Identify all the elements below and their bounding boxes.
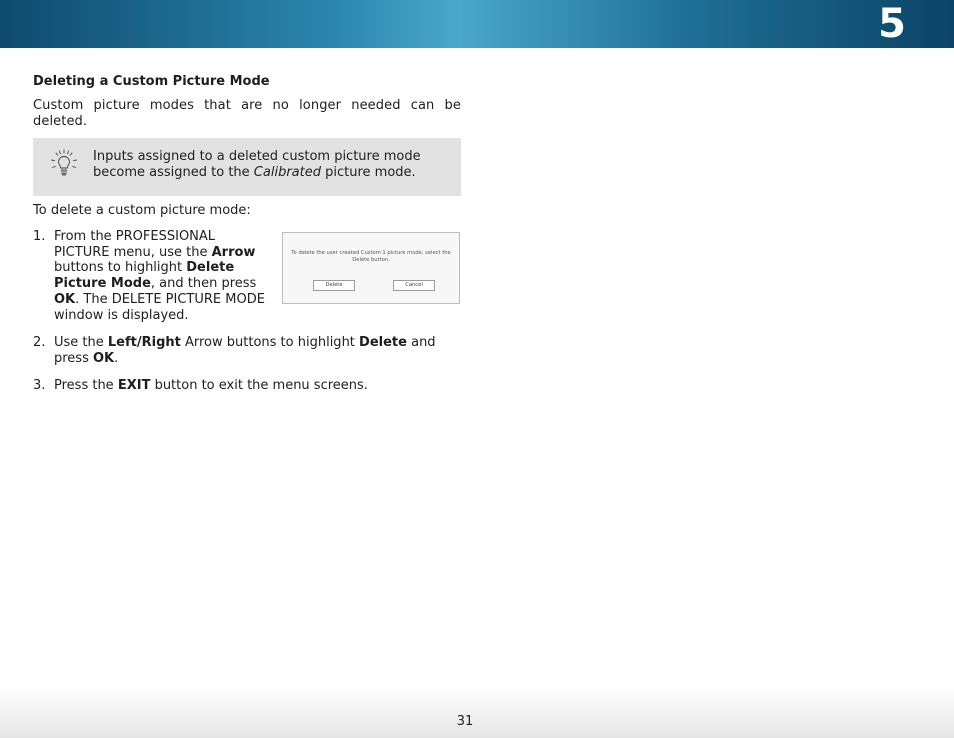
delete-button[interactable]: Delete <box>313 280 355 291</box>
dialog-message: To delete the user created Custom 1 picture mode, select the Delete button. <box>291 250 451 263</box>
tip-text: Inputs assigned to a deleted custom picture mode become assigned to the Calibrated picture mode. <box>93 149 421 180</box>
section <box>33 73 461 130</box>
page-number: 31 <box>456 714 474 729</box>
cancel-button[interactable]: Cancel <box>393 280 435 291</box>
chapter-number: 5 <box>878 1 906 47</box>
chapter-header-bar <box>0 0 954 48</box>
lightbulb-icon <box>47 147 81 181</box>
section-intro: Custom picture modes that are no longer needed can be deleted. <box>33 98 461 129</box>
steps-lead: To delete a custom picture mode: <box>33 203 251 218</box>
tip-box <box>33 138 461 196</box>
page-footer <box>0 684 954 738</box>
section-title: Deleting a Custom Picture Mode <box>33 74 270 89</box>
delete-picture-mode-dialog <box>282 232 460 304</box>
